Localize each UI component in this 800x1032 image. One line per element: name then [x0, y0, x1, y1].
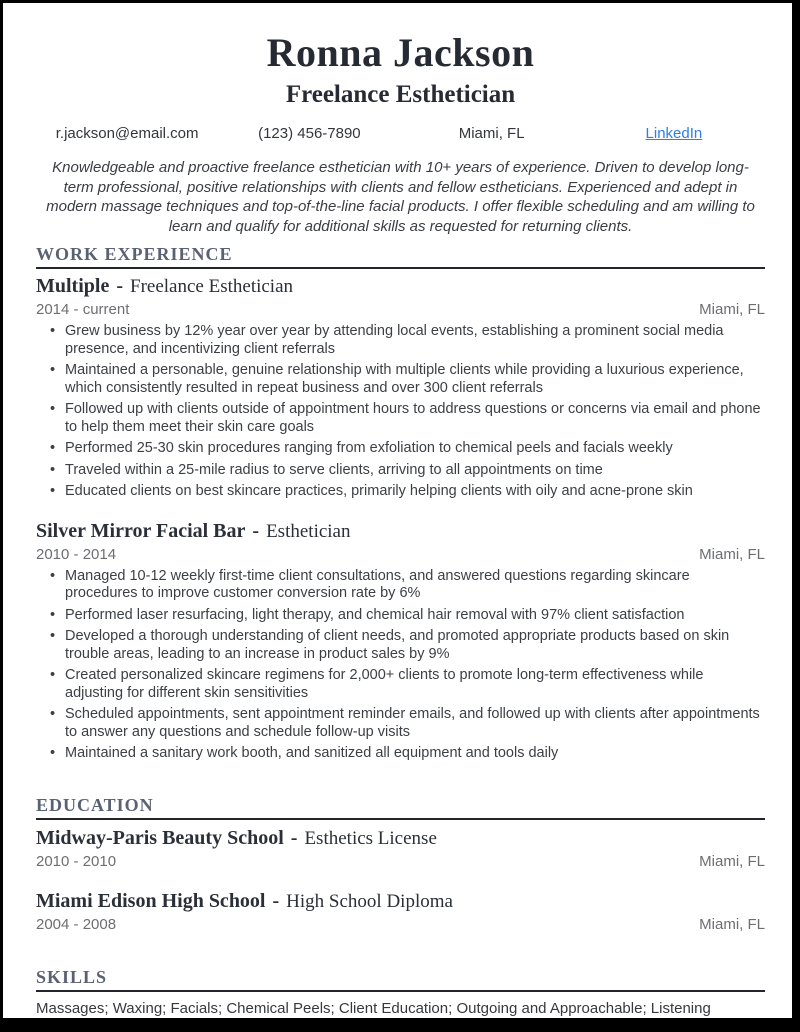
- job-bullet: • Maintained a personable, genuine relationship with multiple clients while providing a luxurious experience, which consistently resulted in repeat business and over 300 client referrals: [50, 362, 765, 397]
- education-location: Miami, FL: [699, 852, 765, 870]
- job-bullet: • Managed 10-12 weekly first-time client consultations, and answered questions regarding skincare procedures to improve customer conversion rate by 6%: [50, 568, 765, 603]
- education-dates: 2010 - 2010: [36, 852, 117, 870]
- title-separator: -: [252, 519, 260, 542]
- job-role: Freelance Esthetician: [130, 276, 294, 297]
- job-title: [36, 520, 765, 543]
- education-heading-rule: [36, 818, 765, 820]
- job-bullet: • Developed a thorough understanding of client needs, and promoted appropriate products based on skin trouble areas, leading to an increase in product sales by 9%: [50, 628, 765, 663]
- title-separator: -: [272, 889, 280, 912]
- contact-phone: (123) 456-7890: [258, 125, 361, 142]
- job-bullet: • Created personalized skincare regimens for 2,000+ clients to promote long-term effectiveness while adjusting for different skin sensitivities: [50, 667, 765, 702]
- job-bullet: • Performed 25-30 skin procedures ranging from exfoliation to chemical peels and facials weekly: [50, 440, 765, 458]
- job-meta-row: [36, 301, 765, 319]
- contact-email: r.jackson@email.com: [55, 125, 199, 142]
- linkedin-link[interactable]: LinkedIn: [645, 125, 703, 142]
- job-bullet: • Maintained a sanitary work booth, and sanitized all equipment and tools daily: [50, 745, 765, 763]
- education-location: Miami, FL: [699, 915, 765, 933]
- job-bullet: • Followed up with clients outside of appointment hours to address questions or concerns via email and phone to help them meet their skin care goals: [50, 401, 765, 436]
- education-meta-row: [36, 916, 765, 934]
- skills-list: Massages; Waxing; Facials; Chemical Peels; Client Education; Outgoing and Approachable; Listening: [36, 999, 711, 1017]
- job-role: Esthetician: [266, 520, 351, 542]
- education-degree: High School Diploma: [286, 890, 453, 912]
- education-degree: Esthetics License: [304, 827, 437, 849]
- education-title: [36, 890, 765, 913]
- job-employer: Multiple: [36, 275, 110, 297]
- work-experience-heading: WORK EXPERIENCE: [36, 244, 233, 264]
- summary-text: Knowledgeable and proactive freelance esthetician with 10+ years of experience. Driven to develop long-term professional, positive relationships with clients and fellow estheticians. Experienced and adept in modern massage techniques and top-of-the-line facial products. I offer flexible scheduling and am willing to learn and qualify for additional skills as requested for returning clients.: [46, 159, 755, 235]
- work-heading-rule: [36, 267, 765, 269]
- job-employer: Silver Mirror Facial Bar: [36, 519, 246, 542]
- education-school: Midway-Paris Beauty School: [36, 826, 284, 849]
- title-separator: -: [116, 275, 124, 297]
- education-heading: EDUCATION: [36, 794, 154, 815]
- resume-page: [3, 3, 792, 1018]
- skills-heading-rule: [36, 990, 765, 992]
- job-bullet: • Performed laser resurfacing, light therapy, and chemical hair removal with 97% client satisfaction: [50, 607, 765, 625]
- job-location: Miami, FL: [699, 545, 765, 563]
- job-meta-row: [36, 546, 765, 564]
- education-school: Miami Edison High School: [36, 889, 266, 912]
- job-bullet: • Educated clients on best skincare practices, primarily helping clients with oily and acne-prone skin: [50, 483, 765, 501]
- contact-row: [36, 124, 765, 143]
- job-title: [36, 275, 765, 298]
- skills-heading: SKILLS: [36, 966, 108, 987]
- education-dates: 2004 - 2008: [36, 915, 117, 933]
- job-dates: 2014 - current: [36, 301, 130, 318]
- education-title: [36, 827, 765, 850]
- education-meta-row: [36, 853, 765, 871]
- candidate-title: Freelance Esthetician: [285, 81, 516, 108]
- job-bullet: • Traveled within a 25-mile radius to serve clients, arriving to all appointments on time: [50, 462, 765, 480]
- job-dates: 2010 - 2014: [36, 545, 117, 563]
- contact-location: Miami, FL: [458, 125, 525, 142]
- job-location: Miami, FL: [699, 301, 765, 318]
- job-bullet: • Scheduled appointments, sent appointment reminder emails, and followed up with clients after appointments to answer any questions and schedule follow-up visits: [50, 706, 765, 741]
- title-separator: -: [290, 826, 298, 849]
- candidate-name: Ronna Jackson: [266, 30, 535, 75]
- job-bullet-list: [50, 323, 765, 501]
- job-bullet-list: [50, 568, 765, 763]
- job-bullet: • Grew business by 12% year over year by attending local events, establishing a prominent social media presence, and incentivizing client referrals: [50, 323, 765, 358]
